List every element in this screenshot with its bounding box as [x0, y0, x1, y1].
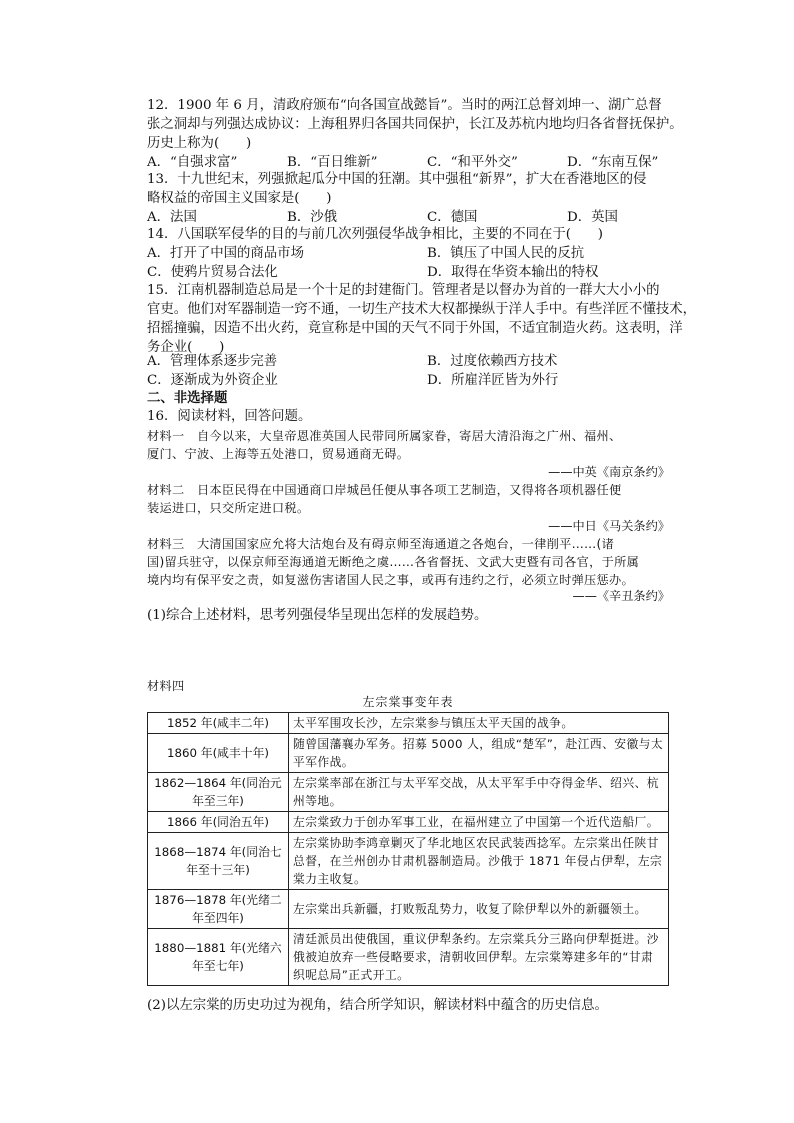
- table-row: [148, 833, 669, 890]
- q15-option-b: B．过度依赖西方技术: [427, 354, 558, 369]
- q12-line2: 张之洞却与列强达成协议：上海租界归各国共同保护，长江及苏杭内地均归各省督抚保护。: [147, 117, 683, 132]
- q15-line1: 15．江南机器制造总局是一个十足的封建衙门。管理者是以督办为首的一群大大小小的: [147, 283, 660, 298]
- year-cell: 1866 年(同治五年): [148, 812, 289, 833]
- q14-option-a: A．打开了中国的商品市场: [147, 246, 304, 261]
- section-heading: 二、非选择题: [147, 390, 228, 406]
- q13-option-a: A．法国: [147, 210, 197, 225]
- event-cell: 左宗棠致力于创办军事工业，在福州建立了中国第一个近代造船厂。: [289, 812, 669, 833]
- event-cell: 随曾国藩襄办军务。招募 5000 人，组成“楚军”，赴江西、安徽与太平军作战。: [289, 734, 669, 773]
- material1-line2: 厦门、宁波、上海等五处港口，贸易通商无碍。: [147, 447, 410, 461]
- q12-option-a: A．“自强求富”: [147, 155, 238, 170]
- material1-line1: 材料一 自今以来，大皇帝恩准英国人民带同所属家眷，寄居大清沿海之广州、福州、: [147, 429, 622, 443]
- year-cell: 1862—1864 年(同治元年至三年): [148, 773, 289, 812]
- q14-option-b: B．镇压了中国人民的反抗: [427, 246, 585, 261]
- event-cell: 太平军围攻长沙，左宗棠参与镇压太平天国的战争。: [289, 713, 669, 734]
- q13-option-b: B．沙俄: [287, 210, 338, 225]
- q15-line2: 官吏。他们对军器制造一窍不通，一切生产技术大权都操纵于洋人手中。有些洋匠不懂技术，: [147, 302, 697, 317]
- material2-source: ——中日《马关条约》: [548, 519, 670, 533]
- q15-option-c: C．逐渐成为外资企业: [147, 373, 278, 388]
- event-cell: 左宗棠率部在浙江与太平军交战，从太平军手中夺得金华、绍兴、杭州等地。: [289, 773, 669, 812]
- table-row: [148, 713, 669, 734]
- event-cell: 左宗棠出兵新疆，打败叛乱势力，收复了除伊犁以外的新疆领土。: [289, 890, 669, 929]
- table-row: [148, 773, 669, 812]
- q12-line3: 历史上称为( ): [147, 136, 252, 151]
- q16-prompt: 16．阅读材料，回答问题。: [147, 409, 312, 424]
- q14-option-c: C．使鸦片贸易合法化: [147, 265, 278, 280]
- material4-label: 材料四: [147, 679, 185, 693]
- material3-line2: 国)留兵驻守，以保京师至海通道无断绝之虞……各省督抚、文武大吏暨有司各官，于所属: [147, 555, 640, 569]
- table-row: [148, 812, 669, 833]
- q13-line2: 略权益的帝国主义国家是( ): [147, 191, 332, 206]
- q12-option-d: D．“东南互保”: [567, 155, 659, 170]
- year-cell: 1868—1874 年(同治七年至十三年): [148, 833, 289, 890]
- sub-question-2: (2)以左宗棠的历史功过为视角，结合所学知识，解读材料中蕴含的历史信息。: [147, 998, 608, 1013]
- table-row: [148, 890, 669, 929]
- material2-line2: 装运进口，只交所定进口税。: [147, 501, 310, 515]
- q15-line4: 务企业( ): [147, 340, 225, 355]
- event-cell: 清廷派员出使俄国，重议伊犁条约。左宗棠兵分三路向伊犁挺进。沙俄被迫放弃一些侵略要求，清朝收回伊犁。左宗棠筹建多年的“甘肃织呢总局”正式开工。: [289, 929, 669, 986]
- q13-option-c: C．德国: [427, 210, 478, 225]
- q12-option-b: B．“百日维新”: [287, 155, 378, 170]
- q14-line1: 14．八国联军侵华的目的与前几次列强侵华战争相比，主要的不同在于( ): [147, 227, 603, 242]
- chronology-table: [147, 712, 669, 986]
- q14-option-d: D．取得在华资本输出的特权: [427, 265, 599, 280]
- q15-line3: 招摇撞骗，因造不出火药，竟宣称是中国的天气不同于外国，不适宜制造火药。这表明，洋: [147, 321, 683, 336]
- event-cell: 左宗棠协助李鸿章剿灭了华北地区农民武装西捻军。左宗棠出任陕甘总督，在兰州创办甘肃机器制造局。沙俄于 1871 年侵占伊犁，左宗棠力主收复。: [289, 833, 669, 890]
- q13-line1: 13．十九世纪末，列强掀起瓜分中国的狂潮。其中强租“新界”，扩大在香港地区的侵: [147, 172, 647, 187]
- material3-line1: 材料三 大清国国家应允将大沽炮台及有碍京师至海通道之各炮台，一律削平……(诸: [147, 537, 615, 551]
- year-cell: 1852 年(咸丰二年): [148, 713, 289, 734]
- table-title: 左宗棠事变年表: [362, 695, 454, 709]
- year-cell: 1880—1881 年(光绪六年至七年): [148, 929, 289, 986]
- material3-source: ——《辛丑条约》: [572, 589, 670, 603]
- table-row: [148, 734, 669, 773]
- year-cell: 1860 年(咸丰十年): [148, 734, 289, 773]
- q13-option-d: D．英国: [567, 210, 618, 225]
- material3-line3: 境内均有保平安之责，如复滋伤害诸国人民之事，或再有违约之行，必须立时弹压惩办。: [147, 573, 635, 587]
- q12-line1: 12．1900 年 6 月，清政府颁布“向各国宣战懿旨”。当时的两江总督刘坤一、湖广总督: [147, 98, 662, 113]
- q15-option-d: D．所雇洋匠皆为外行: [427, 373, 559, 388]
- q15-option-a: A．管理体系逐步完善: [147, 354, 278, 369]
- year-cell: 1876—1878 年(光绪二年至四年): [148, 890, 289, 929]
- q12-option-c: C．“和平外交”: [427, 155, 518, 170]
- material1-source: ——中英《南京条约》: [548, 465, 670, 479]
- table-row: [148, 929, 669, 986]
- sub-question-1: (1)综合上述材料，思考列强侵华呈现出怎样的发展趋势。: [147, 608, 488, 623]
- material2-line1: 材料二 日本臣民得在中国通商口岸城邑任便从事各项工艺制造，又得将各项机器任便: [147, 483, 622, 497]
